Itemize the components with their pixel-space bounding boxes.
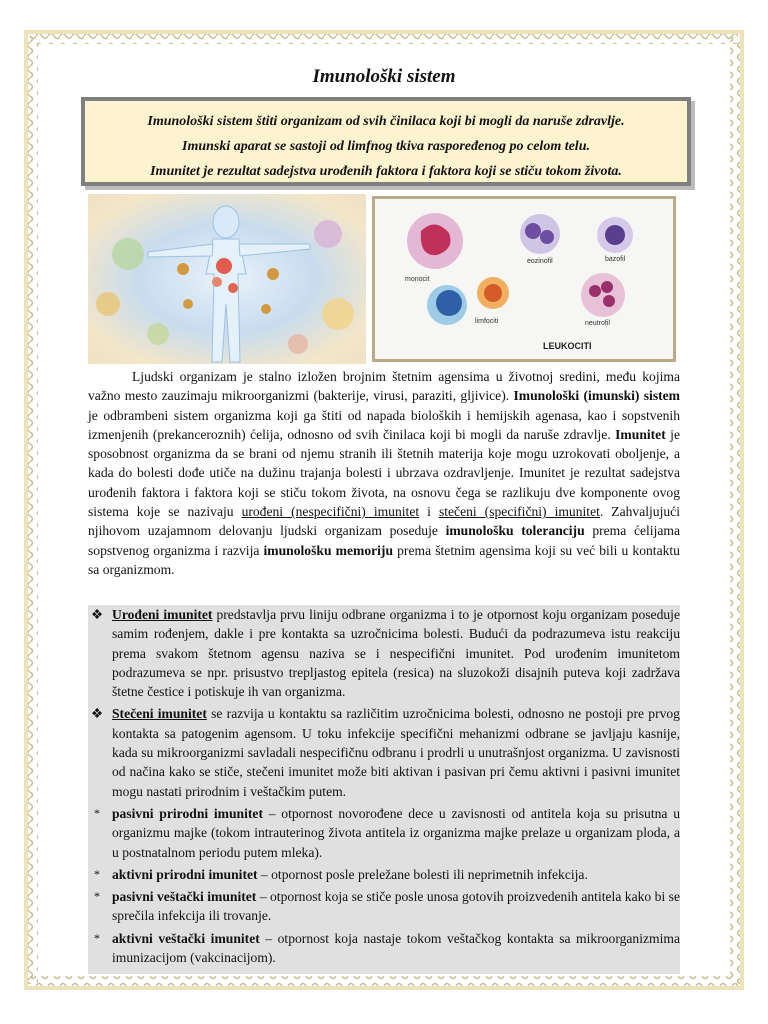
summary-box xyxy=(81,97,691,186)
immune-system-illustration xyxy=(88,194,366,364)
intro-underlined-term: stečeni (specifični) imunitet xyxy=(438,504,600,520)
page-title: Imunološki sistem xyxy=(312,66,456,87)
leukocytes-caption: LEUKOCITI xyxy=(543,341,592,351)
intro-text: je sposobnost organizma da se brani od njemu stranih ili štetnih materija koje mogu uzrokovati oboljenje, a kada do bolesti dođe utiče na dužinu trajanja bolesti i ubrzava ozdravljenje. Imunitet je rezultat sadejstva urođenih faktora i faktora koji se stiču tokom života, na osnovu čega se razlikuju dve komponente ovog sistema koje se nazivaju xyxy=(88,426,680,520)
asterisk-bullet-icon: * xyxy=(94,889,100,904)
list-item-text: – otpornost koja nastaje tokom veštačkog kontakta sa mikroorganizmima imunizacijom (vakcinacijom). xyxy=(112,930,680,966)
list-item-text: – otpornost koja se stiče posle unosa gotovih proizvedenih antitela kako bi se sprečila infekcija ili trovanje. xyxy=(112,889,680,924)
list-item-text: se razvija u kontaktu sa različitim uzročnicima bolesti, odnosno ne postoji pre prvog kontakta sa patogenim agensom. U toku infekcije specifični mehanizmi odbrane se javljaju kasnije, kada su mikroorganizmi savladali nespecifičnu odbranu i prodrli u unutrašnjost organizma. U zavisnosti od načina kako se stiče, stečeni imunitet može biti aktivan i pasivan pri čemu aktivni i pasivni imunitet mogu nastati prirodnim i veštačkim putem. xyxy=(112,706,680,799)
list-item-text: predstavlja prvu liniju odbrane organizma i to je otpornost koju organizam poseduje samim rođenjem, dakle i pre kontakta sa uzročnicima bolesti. Budući da podrazumeva istu reakciju prema svakom štetnom agensu naziva se i nespecifični imunitet. Pod urođenim imunitetom podrazumeva se npr. prisustvo trepljastog epitela (resica) na sluzokoži disajnih puteva koji zadržava štetne čestice i potiskuje ih van organizma. xyxy=(112,607,680,700)
intro-text: . Zahvaljujući njihovom uzajamnom delovanju ljudski organizam poseduje xyxy=(88,504,680,539)
monocyte-icon xyxy=(407,213,463,269)
cell-label: monocit xyxy=(405,276,430,283)
eosinophil-icon xyxy=(520,214,560,254)
list-item-type xyxy=(88,865,680,884)
cell-label: bazofil xyxy=(605,256,626,263)
list-item-text: – otpornost posle preležane bolesti ili neprimetnih infekcija. xyxy=(257,866,588,882)
basophil-icon xyxy=(597,217,633,253)
list-item-label: Urođeni imunitet xyxy=(112,607,213,622)
list-item-label: aktivni veštački imunitet xyxy=(112,930,260,946)
list-item-type xyxy=(88,929,680,968)
diamond-bullet-icon: ❖ xyxy=(91,607,104,622)
intro-text: je odbrambeni sistem organizma koji ga štiti od napada bioloških i hemijskih agenasa, kao i sopstvenih izmenjenih (prekanceroznih) ćelija, odnosno od svih činilaca koji bi mogli da naruše zdravlje. xyxy=(88,407,680,442)
list-item-text: – otpornost novorođene dece u zavisnosti od antitela koja su prisutna u organizmu majke (tokom intrauterinog života antitela iz organizma majke prelaze u organizam ploda, a u postnatalnom periodu putem mleka). xyxy=(112,805,680,860)
list-item-label: aktivni prirodni imunitet xyxy=(112,866,258,882)
cell-label: eozinofil xyxy=(527,258,553,265)
intro-term: Imunitet xyxy=(615,426,666,442)
intro-text: i xyxy=(419,504,439,520)
summary-line: Imunski aparat se sastoji od limfnog tkiva raspoređenog po celom telu. xyxy=(182,139,590,154)
intro-term: Imunološki (imunski) sistem xyxy=(513,388,681,404)
asterisk-bullet-icon: * xyxy=(94,866,100,881)
intro-text: prema ćelijama sopstvenog organizma i razvija xyxy=(88,523,680,558)
list-item-acquired xyxy=(88,704,680,800)
intro-term: imunološku toleranciju xyxy=(445,523,585,539)
intro-paragraph xyxy=(88,367,680,579)
intro-text: Ljudski organizam je stalno izložen brojnim štetnim agensima u životnoj sredini, među kojima važno mesto zauzimaju mikroorganizmi (bakterije, virusi, paraziti, gljivice). xyxy=(88,369,680,404)
summary-line: Imunološki sistem štiti organizam od svih činilaca koji bi mogli da naruše zdravlje. xyxy=(147,114,625,129)
cell-label: limfociti xyxy=(475,318,499,325)
human-figure-icon xyxy=(148,206,310,362)
asterisk-bullet-icon: * xyxy=(94,805,100,820)
list-item-type xyxy=(88,804,680,862)
summary-line: Imunitet je rezultat sadejstva urođenih faktora i faktora koji se stiču tokom života. xyxy=(150,164,622,179)
list-item-label: pasivni prirodni imunitet xyxy=(112,805,263,821)
cell-label: neutrofil xyxy=(585,320,610,327)
list-item-label: pasivni veštački imunitet xyxy=(112,889,257,905)
asterisk-bullet-icon: * xyxy=(94,930,100,945)
intro-underlined-term: urođeni (nespecifični) imunitet xyxy=(241,504,420,520)
list-item-label: Stečeni imunitet xyxy=(112,706,207,722)
list-item-innate xyxy=(88,605,680,701)
neutrophil-icon xyxy=(581,273,625,317)
intro-term: imunološku memoriju xyxy=(263,542,394,558)
diamond-bullet-icon: ❖ xyxy=(91,706,104,722)
intro-text: prema štetnim agensima koji su već bili u kontaktu sa organizmom. xyxy=(88,542,680,577)
immunity-list xyxy=(88,605,680,974)
leukocytes-illustration xyxy=(372,196,676,362)
list-item-type xyxy=(88,887,680,926)
